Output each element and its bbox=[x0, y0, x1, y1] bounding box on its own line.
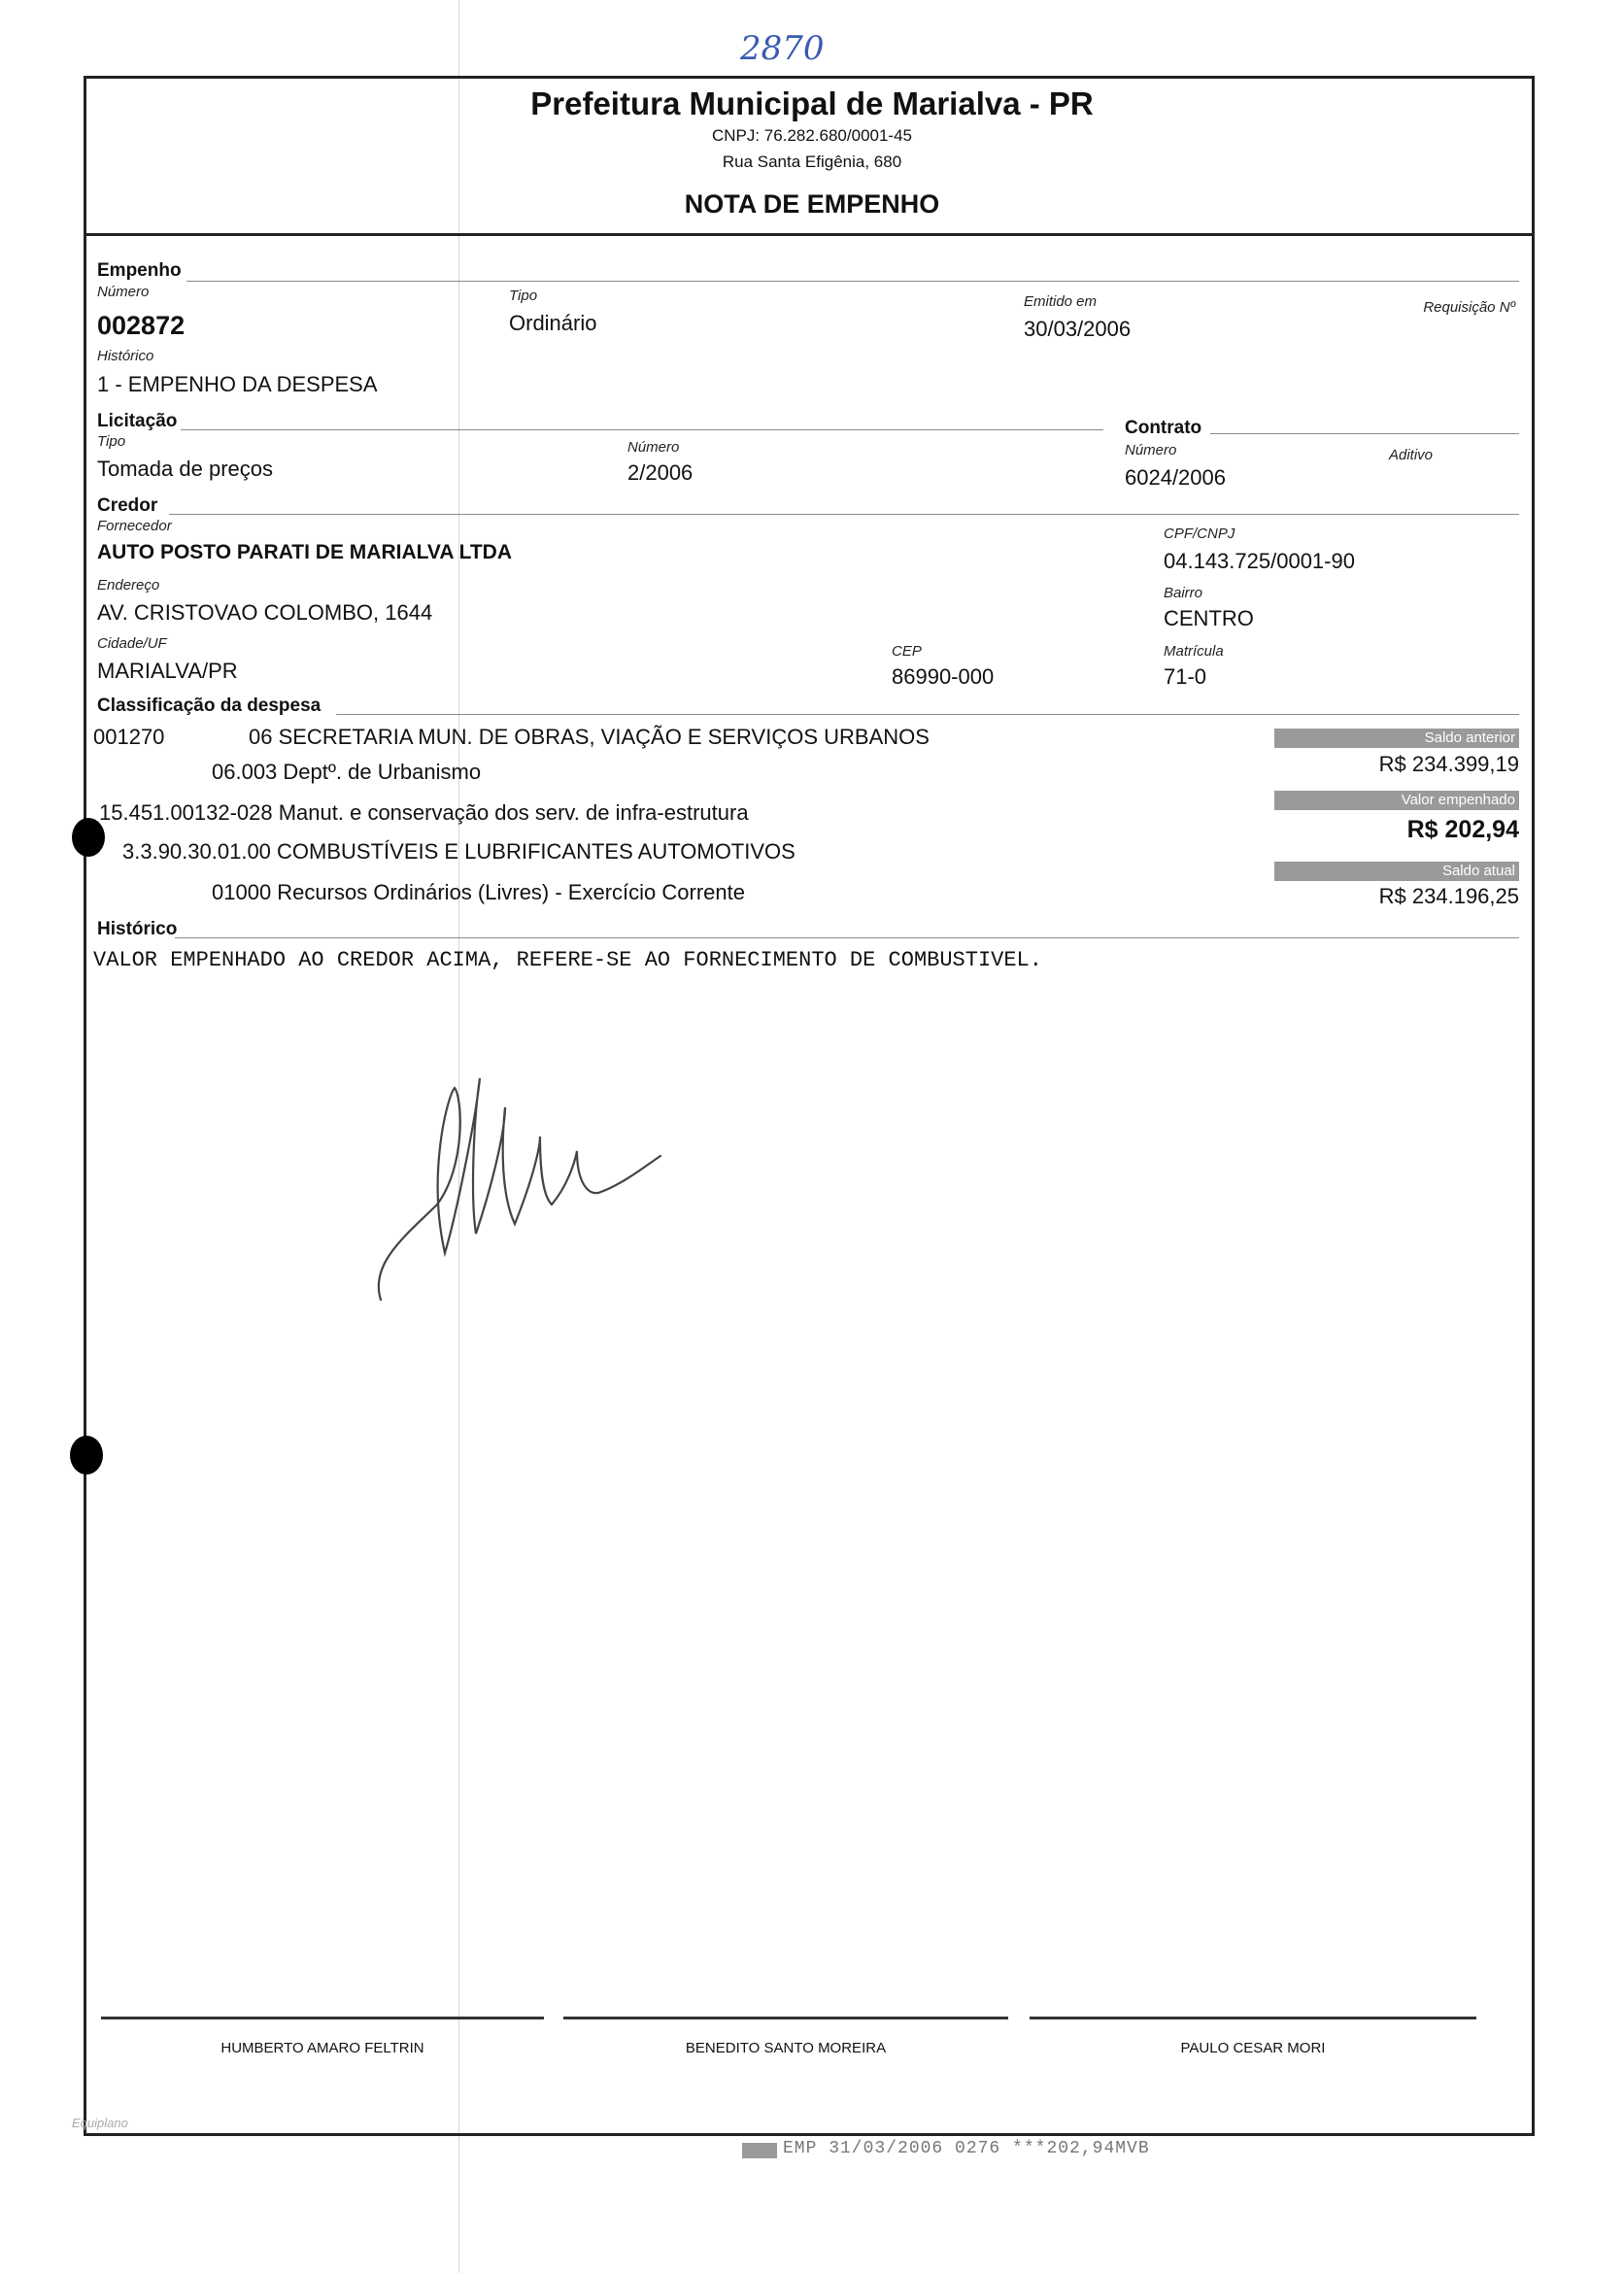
section-historico: Histórico bbox=[97, 919, 178, 939]
empenho-tipo-label: Tipo bbox=[509, 288, 538, 304]
contrato-numero: 6024/2006 bbox=[1125, 465, 1226, 490]
cpf-label: CPF/CNPJ bbox=[1164, 526, 1235, 542]
cidade-label: Cidade/UF bbox=[97, 635, 167, 652]
stamp-mark bbox=[742, 2143, 777, 2158]
signature-line bbox=[101, 2017, 544, 2019]
handwritten-signature bbox=[369, 1059, 670, 1311]
saldo-anterior-label: Saldo anterior bbox=[1274, 729, 1519, 748]
header-cnpj: CNPJ: 76.282.680/0001-45 bbox=[711, 126, 913, 145]
emitido-date: 30/03/2006 bbox=[1024, 317, 1132, 341]
fornecedor-label: Fornecedor bbox=[97, 518, 172, 534]
section-classificacao: Classificação da despesa bbox=[97, 695, 321, 716]
classificacao-funcional: 15.451.00132-028 Manut. e conservação dos serv. de infra-estrutura bbox=[99, 800, 749, 825]
punch-hole bbox=[70, 1436, 103, 1475]
valor-empenhado-value: R$ 202,94 bbox=[1406, 816, 1519, 843]
section-rule bbox=[1210, 433, 1519, 434]
licitacao-tipo-label: Tipo bbox=[97, 433, 126, 450]
section-rule bbox=[186, 281, 1519, 282]
fornecedor-name: AUTO POSTO PARATI DE MARIALVA LTDA bbox=[97, 541, 512, 563]
signatory-2: BENEDITO SANTO MOREIRA bbox=[685, 2040, 887, 2056]
saldo-anterior-value: R$ 234.399,19 bbox=[1378, 752, 1519, 776]
page-title: Prefeitura Municipal de Marialva - PR bbox=[530, 85, 1094, 121]
matricula-value: 71-0 bbox=[1164, 664, 1207, 689]
section-rule bbox=[336, 714, 1519, 715]
cpf-value: 04.143.725/0001-90 bbox=[1164, 549, 1355, 573]
punch-hole bbox=[72, 818, 105, 857]
document-title: NOTA DE EMPENHO bbox=[684, 189, 940, 219]
saldo-atual-label: Saldo atual bbox=[1274, 862, 1519, 881]
section-rule bbox=[175, 937, 1519, 938]
header-divider bbox=[84, 233, 1535, 236]
classificacao-code: 001270 bbox=[93, 725, 165, 749]
historico-text: VALOR EMPENHADO AO CREDOR ACIMA, REFERE-SE AO FORNECIMENTO DE COMBUSTIVEL. bbox=[93, 948, 1042, 972]
cidade-value: MARIALVA/PR bbox=[97, 659, 238, 683]
endereco-value: AV. CRISTOVAO COLOMBO, 1644 bbox=[97, 600, 433, 625]
bairro-value: CENTRO bbox=[1164, 606, 1254, 630]
section-rule bbox=[181, 429, 1103, 430]
section-rule bbox=[169, 514, 1519, 515]
licitacao-tipo: Tomada de preços bbox=[97, 457, 273, 481]
emitido-label: Emitido em bbox=[1024, 293, 1098, 310]
empenho-tipo: Ordinário bbox=[509, 311, 597, 335]
licitacao-numero: 2/2006 bbox=[627, 460, 694, 485]
empenho-numero-label: Número bbox=[97, 284, 150, 300]
empenho-historico: 1 - EMPENHO DA DESPESA bbox=[97, 372, 378, 396]
classificacao-unidade: 06.003 Deptº. de Urbanismo bbox=[212, 760, 482, 784]
signature-line bbox=[563, 2017, 1008, 2019]
signatory-3: PAULO CESAR MORI bbox=[1180, 2040, 1326, 2056]
signatory-1: HUMBERTO AMARO FELTRIN bbox=[220, 2040, 424, 2056]
contrato-numero-label: Número bbox=[1125, 442, 1177, 458]
historico-label: Histórico bbox=[97, 348, 154, 364]
contrato-aditivo-label: Aditivo bbox=[1389, 447, 1434, 463]
section-credor: Credor bbox=[97, 495, 158, 516]
signature-line bbox=[1030, 2017, 1476, 2019]
matricula-label: Matrícula bbox=[1164, 643, 1224, 660]
cep-label: CEP bbox=[892, 643, 922, 660]
section-contrato: Contrato bbox=[1125, 418, 1202, 438]
section-licitacao: Licitação bbox=[97, 411, 178, 431]
empenho-numero: 002872 bbox=[97, 311, 186, 340]
endereco-label: Endereço bbox=[97, 577, 160, 594]
footer-brand: Equiplano bbox=[72, 2116, 128, 2130]
bairro-label: Bairro bbox=[1164, 585, 1203, 601]
valor-empenhado-label: Valor empenhado bbox=[1274, 791, 1519, 810]
handwritten-number: 2870 bbox=[740, 29, 825, 68]
classificacao-recurso: 01000 Recursos Ordinários (Livres) - Exercício Corrente bbox=[212, 880, 745, 904]
classificacao-elemento: 3.3.90.30.01.00 COMBUSTÍVEIS E LUBRIFICANTES AUTOMOTIVOS bbox=[122, 839, 795, 864]
saldo-atual-value: R$ 234.196,25 bbox=[1378, 884, 1519, 908]
cep-value: 86990-000 bbox=[892, 664, 995, 689]
requisicao-label: Requisição Nº bbox=[1423, 299, 1515, 316]
header-address: Rua Santa Efigênia, 680 bbox=[722, 153, 902, 171]
licitacao-numero-label: Número bbox=[627, 439, 680, 456]
processing-stamp: EMP 31/03/2006 0276 ***202,94MVB bbox=[783, 2139, 1150, 2158]
classificacao-orgao: 06 SECRETARIA MUN. DE OBRAS, VIAÇÃO E SERVIÇOS URBANOS bbox=[249, 725, 930, 749]
section-empenho: Empenho bbox=[97, 260, 182, 281]
